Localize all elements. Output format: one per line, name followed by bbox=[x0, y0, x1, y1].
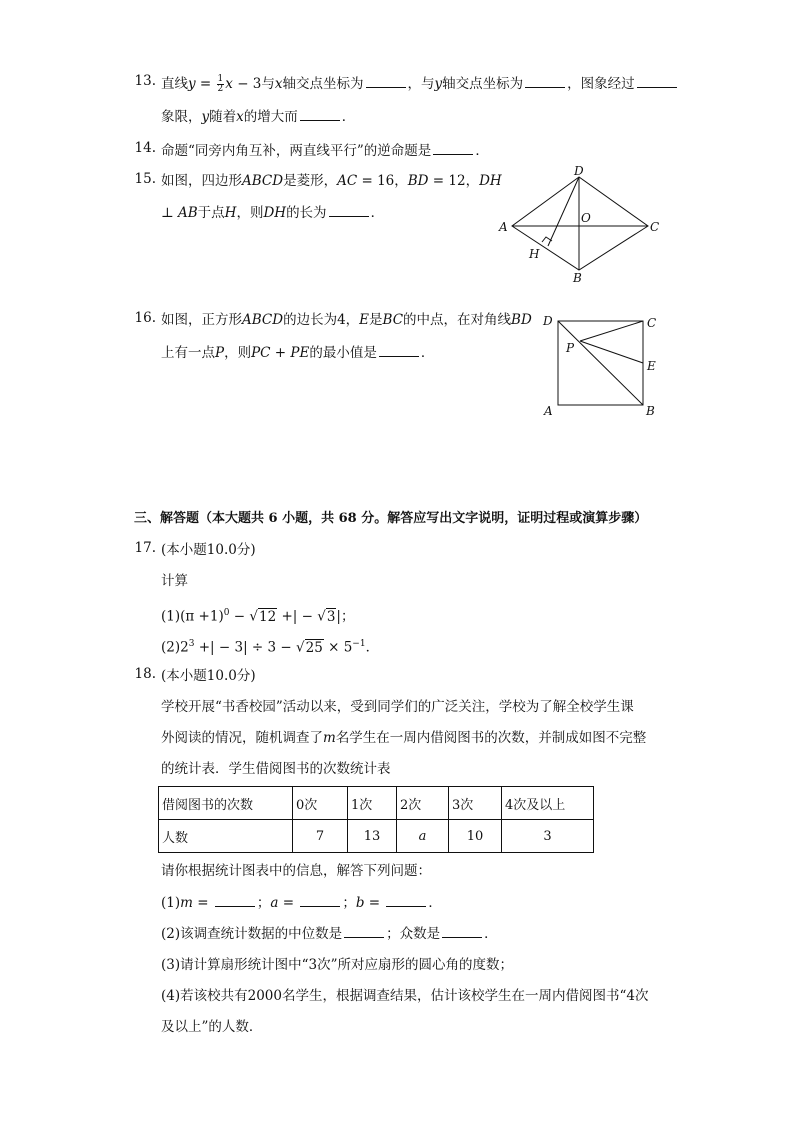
q17-instruction: 计算 bbox=[161, 573, 188, 589]
rhombus-figure bbox=[495, 165, 665, 283]
q13-number: 13. bbox=[134, 73, 156, 89]
answer-blank[interactable] bbox=[433, 140, 473, 155]
q18-score: (本小题10.0分) bbox=[161, 668, 256, 684]
q16-line1: 如图，正方形ABCD的边长为4，E是BC的中点，在对角线BD bbox=[161, 312, 532, 328]
sqrt-symbol: √ bbox=[296, 639, 305, 656]
q17-part1: $(1)(\pi +1)^0 - √12$ +| − √3|； bbox=[161, 608, 355, 625]
q18-sub4: (4)若该校共有2000名学生，根据调查结果，估计该校学生在一周内借阅图书“4次 bbox=[161, 988, 649, 1004]
table-cell: 13 bbox=[348, 820, 397, 853]
table-row bbox=[159, 820, 594, 853]
q15-line1: 如图，四边形ABCD是菱形，AC = 16，BD = 12，DH bbox=[161, 173, 502, 189]
q15-line2: ⊥ AB于点H，则DH的长为 ． bbox=[161, 202, 384, 223]
label-b: B bbox=[646, 404, 655, 418]
label-e: E bbox=[647, 359, 656, 373]
label-d: D bbox=[574, 165, 584, 178]
q13-line1: 直线y = $\frac{1}{2}$ x − 3与x轴交点坐标为 ，与y轴交点坐标为 ，图象经过 bbox=[161, 73, 679, 94]
segment-dh bbox=[548, 177, 579, 246]
q16-number: 16. bbox=[134, 310, 156, 326]
table-header-cell: 2次 bbox=[397, 787, 449, 820]
table-cell: a bbox=[397, 820, 449, 853]
q14-number: 14. bbox=[134, 140, 156, 156]
q18-sub4-cont: 及以上”的人数． bbox=[161, 1019, 263, 1035]
label-a: A bbox=[544, 404, 553, 418]
label-c: C bbox=[647, 316, 657, 330]
answer-blank[interactable] bbox=[329, 202, 369, 217]
answer-blank[interactable] bbox=[525, 73, 565, 88]
table-row bbox=[159, 787, 594, 820]
sqrt-symbol: √ bbox=[317, 608, 326, 625]
table-header-cell: 0次 bbox=[293, 787, 348, 820]
answer-blank[interactable] bbox=[637, 73, 677, 88]
answer-blank[interactable] bbox=[442, 923, 482, 938]
table-row-label: 人数 bbox=[159, 820, 293, 853]
table-header-cell: 1次 bbox=[348, 787, 397, 820]
q13-line2: 象限，y随着x的增大而 ． bbox=[161, 106, 355, 127]
q14-line: 命题“同旁内角互补，两直线平行”的逆命题是 ． bbox=[161, 140, 489, 161]
table-header-cell: 3次 bbox=[449, 787, 502, 820]
q17-score: (本小题10.0分) bbox=[161, 542, 256, 558]
answer-blank[interactable] bbox=[366, 73, 406, 88]
q17-part2: $(2)2^3$ +| − $3| \div 3 - √25 \times 5^{-1}$． bbox=[161, 639, 380, 656]
answer-blank[interactable] bbox=[386, 892, 426, 907]
label-b: B bbox=[573, 271, 582, 283]
answer-blank[interactable] bbox=[215, 892, 255, 907]
square-figure bbox=[538, 310, 663, 422]
label-p: P bbox=[566, 341, 575, 355]
label-d: D bbox=[543, 314, 553, 328]
diagonal-bd bbox=[558, 321, 643, 405]
label-a: A bbox=[499, 220, 508, 234]
table-header-cell: 4次及以上 bbox=[502, 787, 594, 820]
section-heading: 三、解答题（本大题共 6 小题，共 68 分。解答应写出文字说明，证明过程或演算步骤） bbox=[134, 511, 648, 526]
stats-table bbox=[158, 786, 594, 853]
answer-blank[interactable] bbox=[344, 923, 384, 938]
q18-para3: 的统计表．学生借阅图书的次数统计表 bbox=[161, 761, 391, 777]
q16-line2: 上有一点P，则PC + PE的最小值是 ． bbox=[161, 342, 434, 363]
table-header-cell: 借阅图书的次数 bbox=[159, 787, 293, 820]
q18-para1: 学校开展“书香校园”活动以来，受到同学们的广泛关注，学校为了解全校学生课 bbox=[161, 699, 634, 715]
q18-number: 18. bbox=[134, 666, 156, 682]
table-cell: 3 bbox=[502, 820, 594, 853]
q18-para2: 外阅读的情况，随机调查了m名学生在一周内借阅图书的次数，并制成如图不完整 bbox=[161, 730, 647, 746]
label-h: H bbox=[529, 247, 540, 261]
answer-blank[interactable] bbox=[300, 106, 340, 121]
answer-blank[interactable] bbox=[379, 342, 419, 357]
table-cell: 7 bbox=[293, 820, 348, 853]
answer-blank[interactable] bbox=[300, 892, 340, 907]
q18-sub3: (3)请计算扇形统计图中“3次”所对应扇形的圆心角的度数； bbox=[161, 957, 514, 973]
q15-number: 15. bbox=[134, 171, 156, 187]
fraction-half: $\frac{1}{2}$ bbox=[217, 74, 224, 94]
segment-pc bbox=[580, 321, 643, 341]
q17-number: 17. bbox=[134, 540, 156, 556]
sqrt-symbol: √ bbox=[249, 608, 258, 625]
table-cell: 10 bbox=[449, 820, 502, 853]
label-o: O bbox=[581, 211, 591, 225]
q18-prompt: 请你根据统计图表中的信息，解答下列问题： bbox=[161, 863, 431, 879]
label-c: C bbox=[650, 220, 660, 234]
q18-sub2: (2)该调查统计数据的中位数是 ；众数是 ． bbox=[161, 923, 498, 944]
q18-sub1: (1)m = ；a = ；b = ． bbox=[161, 892, 442, 913]
